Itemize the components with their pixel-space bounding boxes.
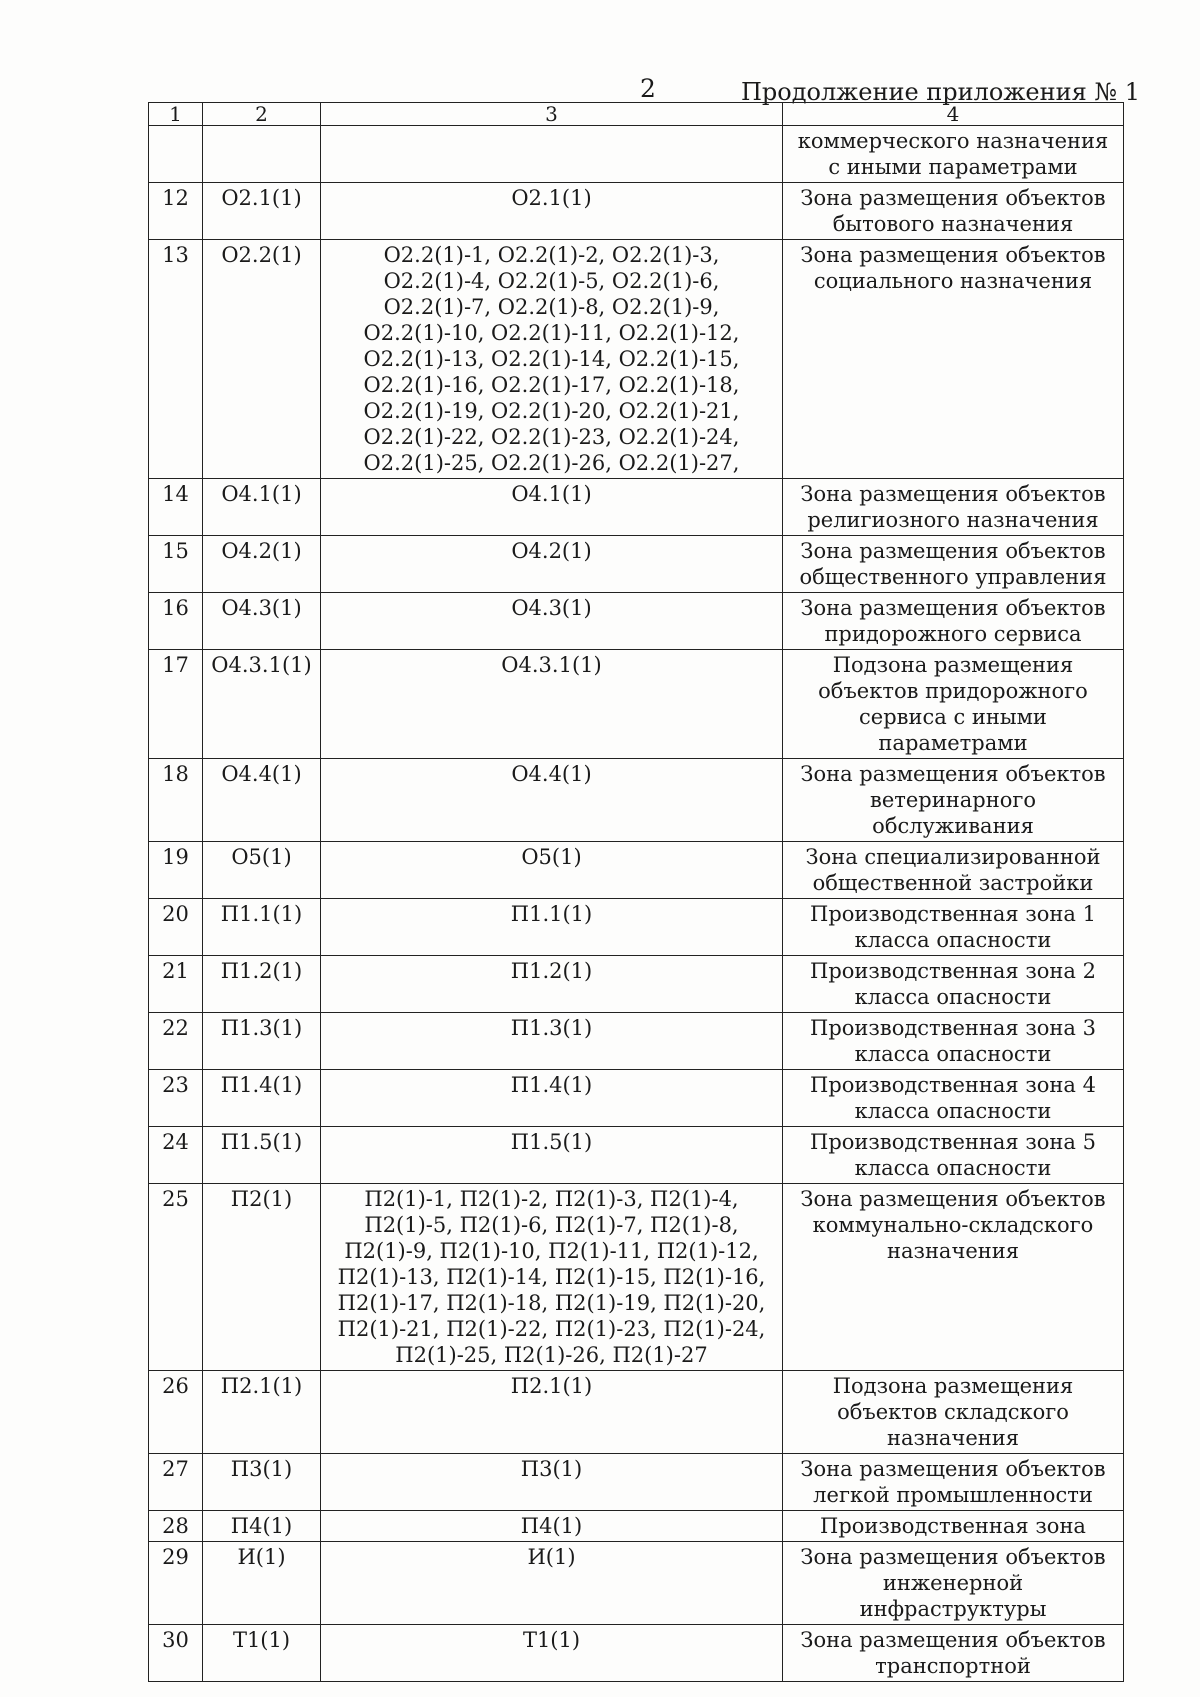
table-header-row [149, 103, 1124, 126]
zone-description: Зона размещения объектов социального назначения [783, 240, 1124, 479]
table-row [149, 956, 1124, 1013]
column-header: 4 [783, 103, 1124, 126]
zone-code: О2.2(1) [203, 240, 321, 479]
zone-description: Производственная зона 1 класса опасности [783, 899, 1124, 956]
zone-description: Зона размещения объектов коммунально-складского назначения [783, 1184, 1124, 1371]
zone-list: П3(1) [321, 1454, 783, 1511]
row-number: 26 [149, 1371, 203, 1454]
zone-description: Зона специализированной общественной застройки [783, 842, 1124, 899]
table-body [149, 126, 1124, 1682]
zone-list: О4.4(1) [321, 759, 783, 842]
table-row [149, 1184, 1124, 1371]
zone-description: Зона размещения объектов бытового назначения [783, 183, 1124, 240]
zone-code: П1.1(1) [203, 899, 321, 956]
table-row [149, 1542, 1124, 1625]
table-row [149, 650, 1124, 759]
table-row [149, 899, 1124, 956]
zone-list [321, 126, 783, 183]
zone-list: Т1(1) [321, 1625, 783, 1682]
zone-code: О4.4(1) [203, 759, 321, 842]
row-number: 14 [149, 479, 203, 536]
page-number: 2 [640, 74, 656, 103]
table-row [149, 240, 1124, 479]
continuation-heading: Продолжение приложения № 1 [740, 78, 1140, 106]
zone-list: О2.1(1) [321, 183, 783, 240]
table-row [149, 1070, 1124, 1127]
zone-code: О4.3(1) [203, 593, 321, 650]
column-header: 1 [149, 103, 203, 126]
zone-code: Т1(1) [203, 1625, 321, 1682]
zone-code: П1.3(1) [203, 1013, 321, 1070]
zone-description: Производственная зона 3 класса опасности [783, 1013, 1124, 1070]
zone-code: О4.1(1) [203, 479, 321, 536]
row-number: 23 [149, 1070, 203, 1127]
row-number: 29 [149, 1542, 203, 1625]
row-number: 30 [149, 1625, 203, 1682]
zone-description: Производственная зона 2 класса опасности [783, 956, 1124, 1013]
row-number: 15 [149, 536, 203, 593]
row-number: 18 [149, 759, 203, 842]
zone-code: П2(1) [203, 1184, 321, 1371]
zone-description: Зона размещения объектов придорожного сервиса [783, 593, 1124, 650]
zone-description: Подзона размещения объектов придорожного сервиса с иными параметрами [783, 650, 1124, 759]
zone-description: Зона размещения объектов религиозного назначения [783, 479, 1124, 536]
table-row [149, 593, 1124, 650]
row-number: 20 [149, 899, 203, 956]
row-number: 27 [149, 1454, 203, 1511]
zone-description: Производственная зона 5 класса опасности [783, 1127, 1124, 1184]
row-number: 22 [149, 1013, 203, 1070]
zone-description: Производственная зона 4 класса опасности [783, 1070, 1124, 1127]
zone-code: П2.1(1) [203, 1371, 321, 1454]
table-row [149, 1127, 1124, 1184]
zone-code: П1.5(1) [203, 1127, 321, 1184]
zone-list: П4(1) [321, 1511, 783, 1542]
column-header: 2 [203, 103, 321, 126]
table-row [149, 183, 1124, 240]
table-row [149, 1371, 1124, 1454]
zone-description: Зона размещения объектов легкой промышленности [783, 1454, 1124, 1511]
zone-list: О5(1) [321, 842, 783, 899]
zone-list: П1.5(1) [321, 1127, 783, 1184]
table-row [149, 1454, 1124, 1511]
row-number: 28 [149, 1511, 203, 1542]
zone-code: П4(1) [203, 1511, 321, 1542]
row-number: 12 [149, 183, 203, 240]
table-row [149, 536, 1124, 593]
zone-list: П1.2(1) [321, 956, 783, 1013]
zone-code: О5(1) [203, 842, 321, 899]
zone-description: Зона размещения объектов транспортной [783, 1625, 1124, 1682]
zone-list: О2.2(1)-1, О2.2(1)-2, О2.2(1)-3, О2.2(1)-4, О2.2(1)-5, О2.2(1)-6, О2.2(1)-7, О2.2(1)-8, О2.2(1)-9, О2.2(1)-10, О2.2(1)-11, О2.2(1)-12, О2.2(1)-13, О2.2(1)-14, О2.2(1)-15, О2.2(1)-16, О2.2(1)-17, О2.2(1)-18, О2.2(1)-19, О2.2(1)-20, О2.2(1)-21, О2.2(1)-22, О2.2(1)-23, О2.2(1)-24, О2.2(1)-25, О2.2(1)-26, О2.2(1)-27, [321, 240, 783, 479]
zone-list: П1.1(1) [321, 899, 783, 956]
row-number: 25 [149, 1184, 203, 1371]
table-row [149, 1013, 1124, 1070]
row-number: 17 [149, 650, 203, 759]
zone-code: П3(1) [203, 1454, 321, 1511]
table-row [149, 1511, 1124, 1542]
zone-code [203, 126, 321, 183]
zone-description: Зона размещения объектов общественного управления [783, 536, 1124, 593]
row-number [149, 126, 203, 183]
zone-description: коммерческого назначения с иными параметрами [783, 126, 1124, 183]
table-row [149, 842, 1124, 899]
table-row [149, 759, 1124, 842]
row-number: 24 [149, 1127, 203, 1184]
row-number: 16 [149, 593, 203, 650]
zone-description: Производственная зона [783, 1511, 1124, 1542]
zone-description: Подзона размещения объектов складского назначения [783, 1371, 1124, 1454]
row-number: 19 [149, 842, 203, 899]
zone-list: П1.4(1) [321, 1070, 783, 1127]
zones-table [148, 102, 1124, 1682]
zone-list: О4.1(1) [321, 479, 783, 536]
zone-description: Зона размещения объектов инженерной инфраструктуры [783, 1542, 1124, 1625]
zone-list: О4.3.1(1) [321, 650, 783, 759]
zone-code: О2.1(1) [203, 183, 321, 240]
zone-list: И(1) [321, 1542, 783, 1625]
zone-code: И(1) [203, 1542, 321, 1625]
zone-list: О4.2(1) [321, 536, 783, 593]
zone-list: П2(1)-1, П2(1)-2, П2(1)-3, П2(1)-4, П2(1)-5, П2(1)-6, П2(1)-7, П2(1)-8, П2(1)-9, П2(1)-10, П2(1)-11, П2(1)-12, П2(1)-13, П2(1)-14, П2(1)-15, П2(1)-16, П2(1)-17, П2(1)-18, П2(1)-19, П2(1)-20, П2(1)-21, П2(1)-22, П2(1)-23, П2(1)-24, П2(1)-25, П2(1)-26, П2(1)-27 [321, 1184, 783, 1371]
zone-code: П1.4(1) [203, 1070, 321, 1127]
zone-list: П1.3(1) [321, 1013, 783, 1070]
table-row [149, 126, 1124, 183]
row-number: 21 [149, 956, 203, 1013]
zone-list: О4.3(1) [321, 593, 783, 650]
table-row [149, 1625, 1124, 1682]
zone-code: О4.3.1(1) [203, 650, 321, 759]
zone-description: Зона размещения объектов ветеринарного обслуживания [783, 759, 1124, 842]
row-number: 13 [149, 240, 203, 479]
table-row [149, 479, 1124, 536]
zone-code: П1.2(1) [203, 956, 321, 1013]
column-header: 3 [321, 103, 783, 126]
zone-code: О4.2(1) [203, 536, 321, 593]
zone-list: П2.1(1) [321, 1371, 783, 1454]
